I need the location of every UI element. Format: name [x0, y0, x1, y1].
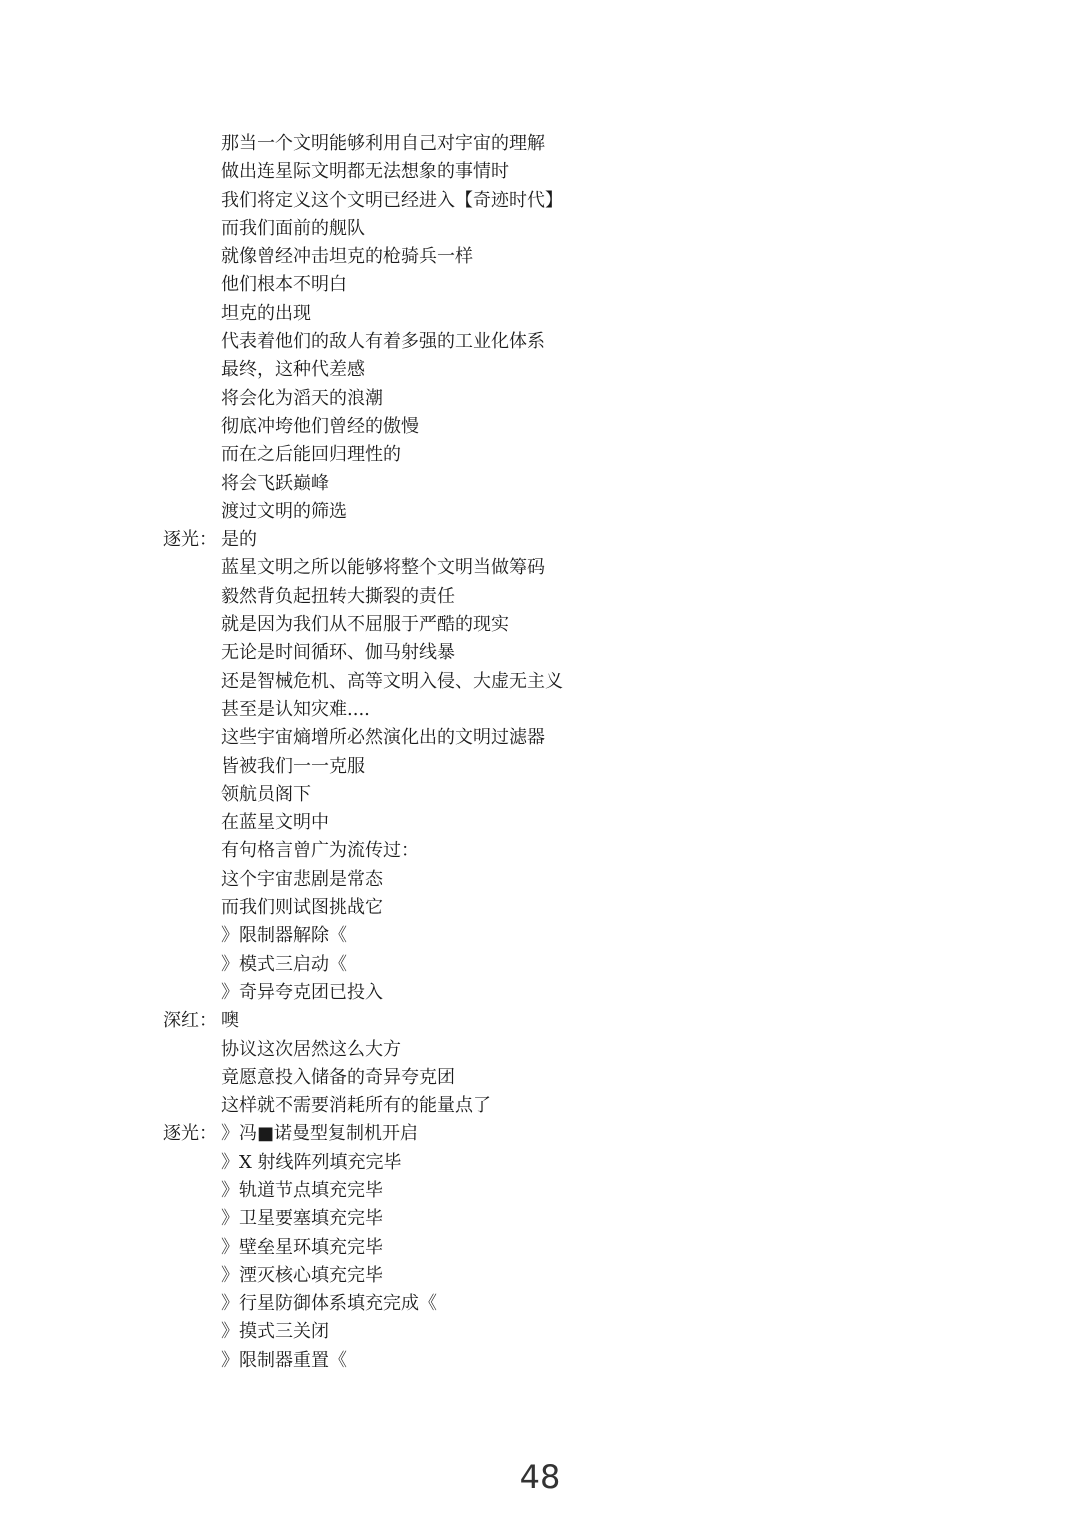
text-line	[163, 554, 1023, 582]
text-line	[163, 1290, 1023, 1318]
line-text: 》壁垒星环填充完毕	[221, 1236, 383, 1258]
speaker-label	[163, 187, 221, 215]
text-line	[163, 356, 1023, 384]
text-line	[163, 1092, 1023, 1120]
speaker-label	[163, 611, 221, 639]
line-text: 》冯■诺曼型复制机开启	[221, 1123, 419, 1145]
speaker-label	[163, 1036, 221, 1064]
speaker-label	[163, 639, 221, 667]
speaker-label	[163, 1262, 221, 1290]
text-line	[163, 951, 1023, 979]
speaker-label	[163, 498, 221, 526]
text-line	[163, 300, 1023, 328]
text-line	[163, 1064, 1023, 1092]
line-text: 毅然背负起扭转大撕裂的责任	[221, 585, 455, 607]
text-line	[163, 243, 1023, 271]
text-line	[163, 753, 1023, 781]
line-text: 无论是时间循环、伽马射线暴	[221, 642, 455, 664]
line-text: 这个宇宙悲剧是常态	[221, 868, 383, 890]
text-line	[163, 158, 1023, 186]
text-line	[163, 979, 1023, 1007]
line-text: 》模式三启动《	[221, 953, 347, 975]
line-text: 在蓝星文明中	[221, 812, 329, 834]
line-text: 有句格言曾广为流传过：	[221, 840, 419, 862]
speaker-label	[163, 441, 221, 469]
line-text: 》湮灭核心填充完毕	[221, 1264, 383, 1286]
line-text: 代表着他们的敌人有着多强的工业化体系	[221, 331, 545, 353]
line-text: 甚至是认知灾难....	[221, 698, 370, 720]
text-line	[163, 470, 1023, 498]
text-line	[163, 866, 1023, 894]
text-line	[163, 413, 1023, 441]
text-line	[163, 385, 1023, 413]
speaker-label	[163, 837, 221, 865]
speaker-label	[163, 1290, 221, 1318]
text-line	[163, 724, 1023, 752]
line-text: 而在之后能回归理性的	[221, 444, 401, 466]
speaker-label	[163, 724, 221, 752]
speaker-label	[163, 753, 221, 781]
speaker-label	[163, 385, 221, 413]
speaker-label	[163, 1064, 221, 1092]
speaker-label	[163, 583, 221, 611]
line-text: 渡过文明的筛选	[221, 500, 347, 522]
line-text: 将会飞跃巅峰	[221, 472, 329, 494]
line-text: 》X 射线阵列填充完毕	[221, 1151, 402, 1173]
text-line	[163, 1036, 1023, 1064]
text-line	[163, 894, 1023, 922]
text-line	[163, 583, 1023, 611]
line-text: 》轨道节点填充完毕	[221, 1179, 383, 1201]
speaker-label	[163, 951, 221, 979]
text-line	[163, 1007, 1023, 1035]
line-text: 那当一个文明能够利用自己对宇宙的理解	[221, 133, 545, 154]
speaker-label: 深红：	[163, 1010, 217, 1032]
line-text: 》限制器重置《	[221, 1349, 347, 1371]
speaker-label	[163, 271, 221, 299]
text-line	[163, 441, 1023, 469]
text-line	[163, 1234, 1023, 1262]
line-text: 他们根本不明白	[221, 274, 347, 296]
line-text: 这些宇宙熵增所必然演化出的文明过滤器	[221, 727, 545, 749]
speaker-label	[163, 300, 221, 328]
line-text: 我们将定义这个文明已经进入【奇迹时代】	[221, 189, 563, 211]
text-line	[163, 809, 1023, 837]
line-text: 领航员阁下	[221, 783, 311, 805]
line-text: 而我们面前的舰队	[221, 217, 365, 239]
speaker-label	[163, 922, 221, 950]
speaker-label	[163, 1347, 221, 1375]
speaker-label	[163, 866, 221, 894]
line-text: 还是智械危机、高等文明入侵、大虚无主义	[221, 670, 563, 692]
line-text: 就像曾经冲击坦克的枪骑兵一样	[221, 246, 473, 268]
line-text: 这样就不需要消耗所有的能量点了	[221, 1095, 491, 1117]
speaker-label	[163, 413, 221, 441]
text-line	[163, 922, 1023, 950]
line-text: 》行星防御体系填充完成《	[221, 1293, 437, 1315]
line-text: 是的	[221, 529, 257, 551]
speaker-label	[163, 1205, 221, 1233]
line-text: 竟愿意投入储备的奇异夸克团	[221, 1066, 455, 1088]
speaker-label	[163, 215, 221, 243]
line-text: 蓝星文明之所以能够将整个文明当做筹码	[221, 557, 545, 579]
speaker-label	[163, 470, 221, 498]
text-line	[163, 1120, 1023, 1148]
text-line	[163, 271, 1023, 299]
speaker-label	[163, 1177, 221, 1205]
speaker-label	[163, 894, 221, 922]
speaker-label	[163, 554, 221, 582]
text-line	[163, 639, 1023, 667]
text-line	[163, 611, 1023, 639]
speaker-label	[163, 1092, 221, 1120]
text-line	[163, 215, 1023, 243]
text-line	[163, 1177, 1023, 1205]
speaker-label	[163, 1234, 221, 1262]
line-text: 最终，这种代差感	[221, 359, 365, 381]
text-line	[163, 1347, 1023, 1375]
text-line	[163, 781, 1023, 809]
speaker-label	[163, 356, 221, 384]
text-line	[163, 130, 1023, 158]
speaker-label	[163, 696, 221, 724]
text-line	[163, 696, 1023, 724]
text-line	[163, 1205, 1023, 1233]
line-text: 将会化为滔天的浪潮	[221, 387, 383, 409]
speaker-label	[163, 781, 221, 809]
line-text: 噢	[221, 1010, 239, 1032]
speaker-label	[163, 809, 221, 837]
line-text: 就是因为我们从不屈服于严酷的现实	[221, 614, 509, 636]
speaker-label: 逐光：	[163, 1123, 217, 1145]
line-text: 协议这次居然这么大方	[221, 1038, 401, 1060]
line-text: 》限制器解除《	[221, 925, 347, 947]
line-text: 彻底冲垮他们曾经的傲慢	[221, 415, 419, 437]
line-text: 》卫星要塞填充完毕	[221, 1208, 383, 1230]
text-line	[163, 1262, 1023, 1290]
speaker-label: 逐光：	[163, 529, 217, 551]
text-line	[163, 837, 1023, 865]
text-line	[163, 526, 1023, 554]
line-text: 皆被我们一一克服	[221, 755, 365, 777]
speaker-label	[163, 130, 221, 158]
text-line	[163, 1318, 1023, 1346]
page-number: 48	[519, 1458, 561, 1496]
line-text: 》奇异夸克团已投入	[221, 981, 383, 1003]
text-line	[163, 187, 1023, 215]
line-text: 》摸式三关闭	[221, 1321, 329, 1343]
speaker-label	[163, 1318, 221, 1346]
speaker-label	[163, 668, 221, 696]
speaker-label	[163, 243, 221, 271]
text-line	[163, 668, 1023, 696]
text-line	[163, 1149, 1023, 1177]
speaker-label	[163, 1149, 221, 1177]
line-text: 而我们则试图挑战它	[221, 897, 383, 919]
text-line	[163, 328, 1023, 356]
speaker-label	[163, 979, 221, 1007]
dialogue-text-block	[163, 130, 1023, 1375]
line-text: 坦克的出现	[221, 302, 311, 324]
line-text: 做出连星际文明都无法想象的事情时	[221, 161, 509, 183]
speaker-label	[163, 328, 221, 356]
speaker-label	[163, 158, 221, 186]
text-line	[163, 498, 1023, 526]
